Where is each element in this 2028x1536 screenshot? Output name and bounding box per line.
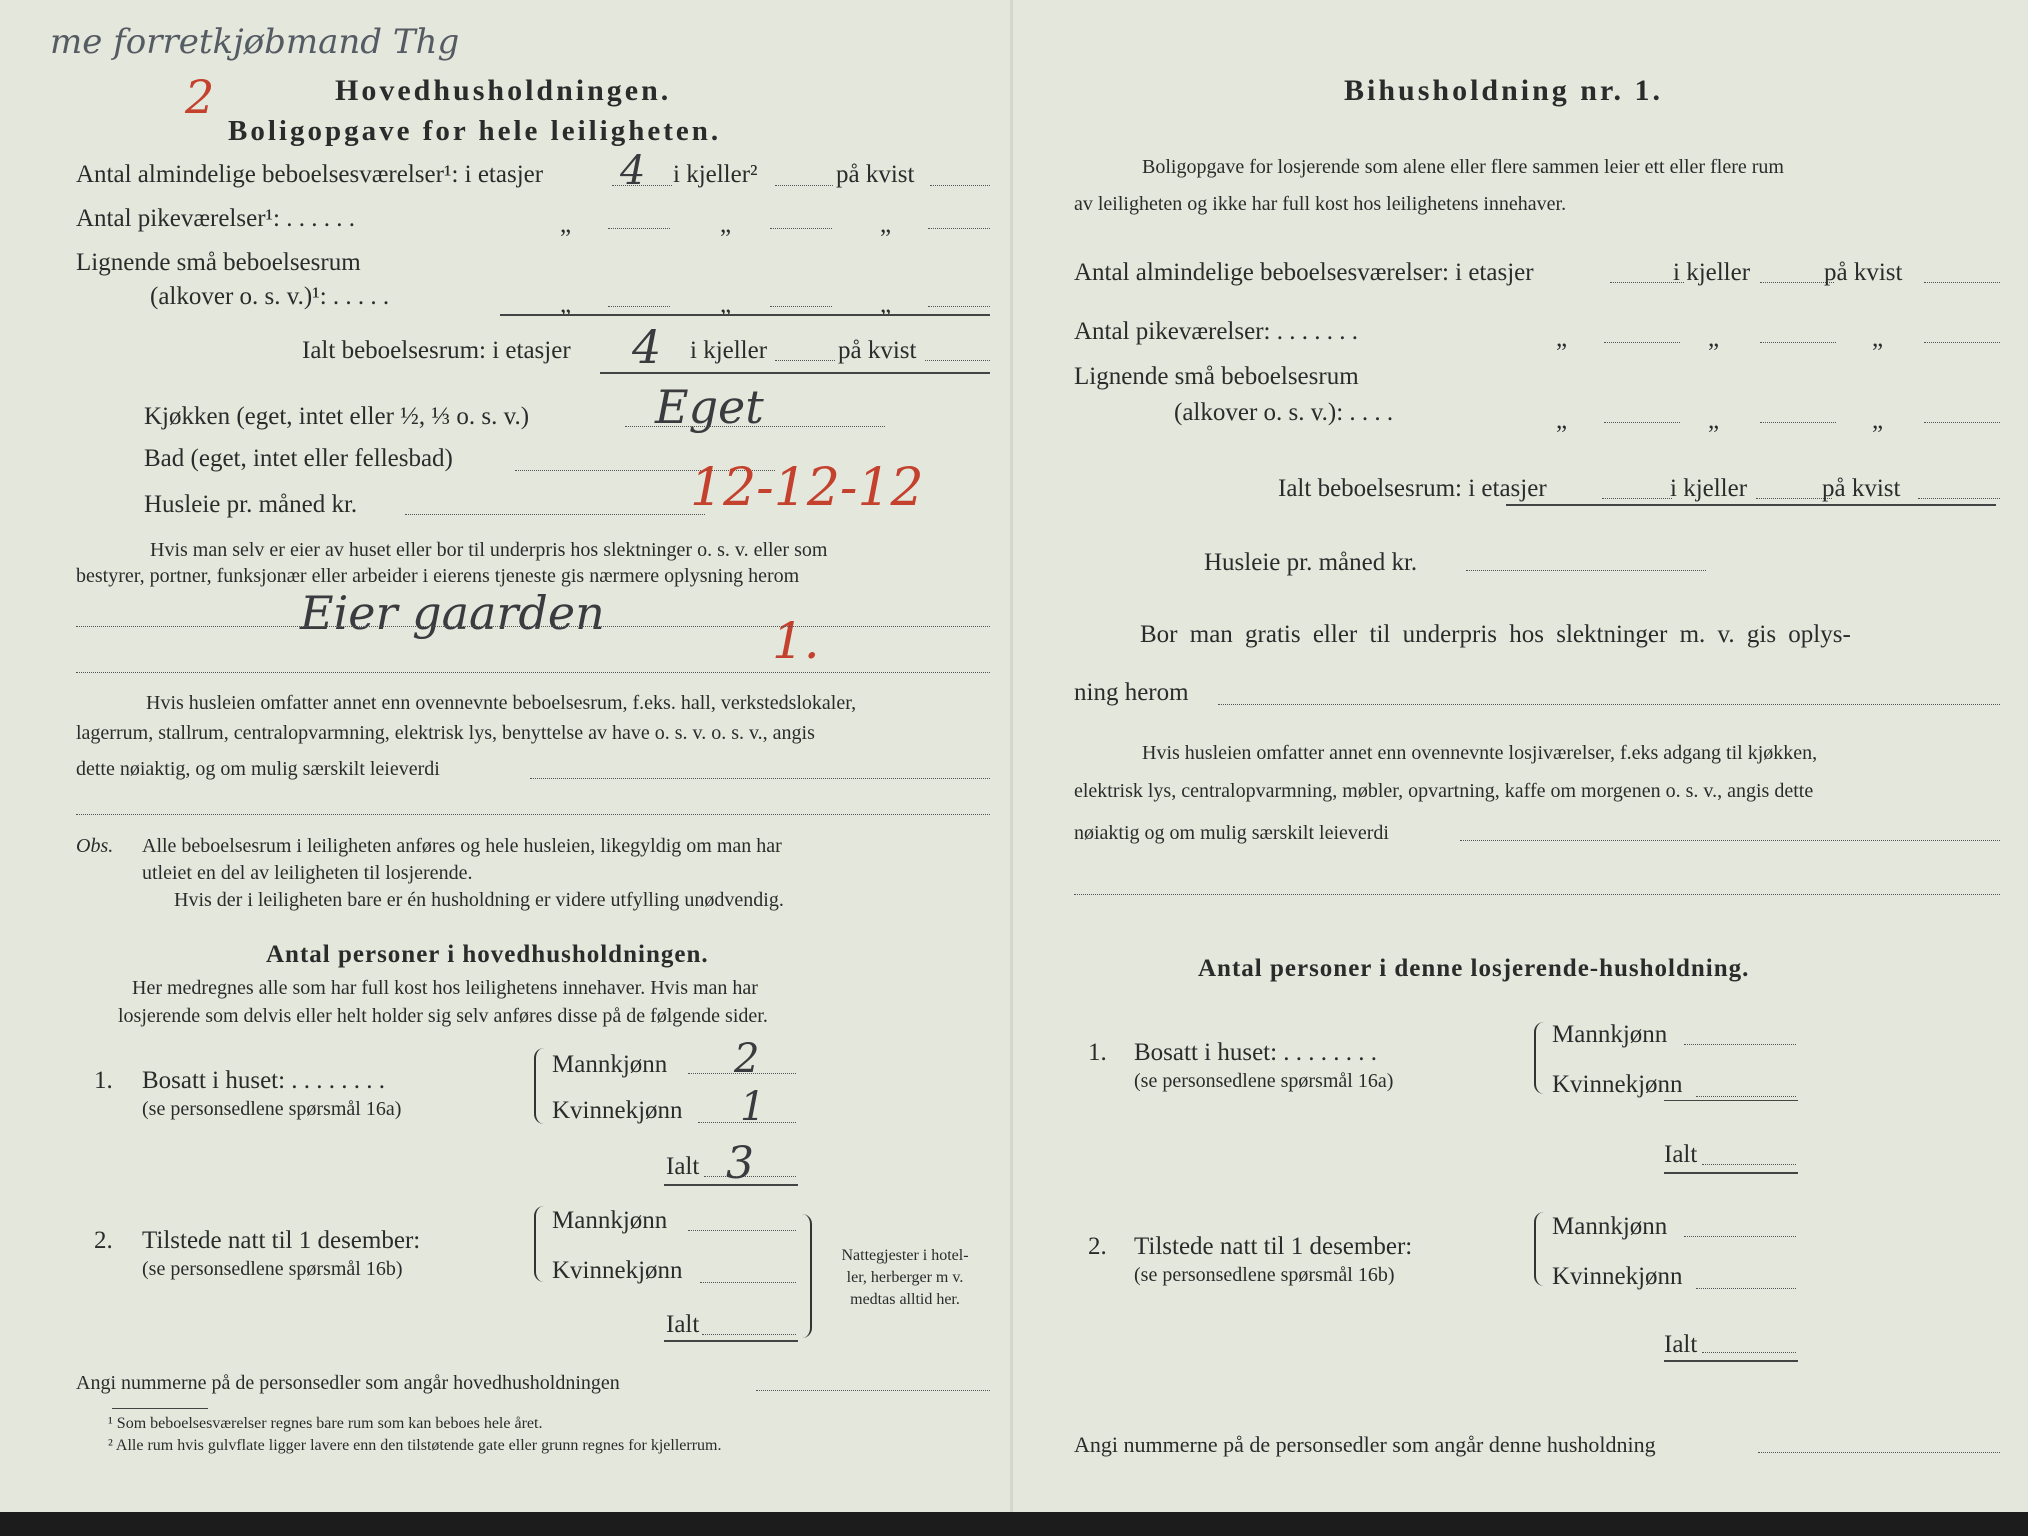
q1-total-label: Ialt — [666, 1153, 700, 1180]
sub-q2-label: Tilstede natt til 1 desember: — [1134, 1233, 1413, 1260]
rent-label: Husleie pr. måned kr. — [144, 491, 358, 518]
q2-female-label: Kvinnekjønn — [552, 1257, 683, 1284]
handwritten-etasjer: 4 — [620, 148, 646, 194]
q2-label: Tilstede natt til 1 desember: — [142, 1227, 421, 1254]
persons-note-1: Her medregnes alle som har full kost hos leilighetens innehaver. Hvis man har — [132, 977, 758, 999]
q2-brace — [534, 1206, 546, 1282]
persons-title: Antal personer i hovedhusholdningen. — [266, 941, 709, 968]
handwritten-page-number: 2 — [185, 70, 215, 124]
q2-number: 2. — [94, 1227, 113, 1254]
rooms-label: Antal almindelige beboelsesværelser¹: i etasjer — [76, 161, 544, 188]
handwritten-kitchen: Eget — [655, 380, 764, 434]
q1-brace — [534, 1048, 546, 1124]
ditto-mark: „ — [1556, 407, 1568, 434]
sub-alcove-label-2: (alkover o. s. v.): . . . . — [1174, 399, 1394, 426]
q1-label: Bosatt i huset: . . . . . . . . — [142, 1067, 386, 1094]
sub-q1-brace — [1534, 1022, 1546, 1094]
kjeller-label: i kjeller² — [673, 161, 758, 188]
sub-total-kvist: på kvist — [1822, 475, 1901, 502]
q1-number: 1. — [94, 1067, 113, 1094]
intro-2: av leiligheten og ikke har full kost hos leilighetens innehaver. — [1074, 193, 1567, 215]
obs-note-3: Hvis der i leiligheten bare er én husholdning er videre utfylling unødvendig. — [174, 889, 784, 911]
q1-sub: (se personsedlene spørsmål 16a) — [142, 1098, 402, 1120]
free-note-2: ning herom — [1074, 679, 1189, 706]
q1-male-label: Mannkjønn — [552, 1051, 668, 1078]
sub-q1-number: 1. — [1088, 1039, 1107, 1066]
sub-title: Bihusholdning nr. 1. — [1344, 74, 1664, 107]
handwritten-total: 3 — [726, 1138, 754, 1189]
ditto-mark: „ — [880, 211, 892, 238]
sub-maid-label: Antal pikeværelser: . . . . . . . — [1074, 318, 1358, 345]
footnote-2: ² Alle rum hvis gulvflate ligger lavere enn den tilstøtende gate eller grunn regnes for kjellerrum. — [108, 1437, 722, 1454]
ditto-mark: „ — [560, 211, 572, 238]
owner-note-2: bestyrer, portner, funksjonær eller arbeider i eierens tjeneste gis nærmere oplysning herom — [76, 565, 800, 587]
guests-note-1: Nattegjester i hotel- — [841, 1247, 969, 1264]
ditto-mark: „ — [560, 291, 572, 318]
sub-total-kjeller: i kjeller — [1670, 475, 1748, 502]
ditto-mark: „ — [1708, 407, 1720, 434]
sub-includes-2: elektrisk lys, centralopvarmning, møbler, opvartning, kaffe om morgenen o. s. v., angis dette — [1074, 780, 1814, 802]
total-kjeller-label: i kjeller — [690, 337, 768, 364]
guests-note-3: medtas alltid her. — [850, 1291, 960, 1308]
handwritten-male: 2 — [734, 1036, 760, 1082]
kvist-label: på kvist — [836, 161, 915, 188]
ditto-mark: „ — [1872, 325, 1884, 352]
handwritten-rent: 12-12-12 — [690, 458, 924, 518]
obs-note-2: utleiet en del av leiligheten til losjerende. — [142, 862, 473, 884]
ditto-mark: „ — [720, 291, 732, 318]
sub-q2-male: Mannkjønn — [1552, 1213, 1668, 1240]
q2-male-label: Mannkjønn — [552, 1207, 668, 1234]
sub-includes-1: Hvis husleien omfatter annet enn ovennevnte losjiværelser, f.eks adgang til kjøkken, — [1142, 742, 1818, 764]
handwritten-female: 1 — [740, 1084, 766, 1130]
sub-q2-number: 2. — [1088, 1233, 1107, 1260]
sub-total-label: Ialt beboelsesrum: i etasjer — [1278, 475, 1547, 502]
sub-rent-label: Husleie pr. måned kr. — [1204, 549, 1418, 576]
sub-alcove-label: Lignende små beboelsesrum — [1074, 363, 1359, 390]
handwritten-top-note: me forretkjøbmand Thg — [50, 22, 460, 62]
handwritten-owner: Eier gaarden — [300, 586, 605, 640]
sub-q1-female: Kvinnekjønn — [1552, 1071, 1683, 1098]
ditto-mark: „ — [720, 211, 732, 238]
footnote-1: ¹ Som beboelsesværelser regnes bare rum som kan beboes hele året. — [108, 1415, 543, 1432]
includes-note-2: lagerrum, stallrum, centralopvarmning, elektrisk lys, benyttelse av have o. s. v. o. s. v., angis — [76, 722, 815, 744]
obs-label: Obs. — [76, 835, 114, 857]
page-title: Hovedhusholdningen. — [335, 74, 672, 107]
alcove-label: Lignende små beboelsesrum — [76, 249, 361, 276]
sub-record-numbers: Angi nummerne på de personsedler som angår denne husholdning — [1074, 1432, 1656, 1457]
alcove-label-2: (alkover o. s. v.)¹: . . . . . — [150, 283, 390, 310]
q2-total-label: Ialt — [666, 1311, 700, 1338]
sub-household-page — [1012, 0, 2028, 1512]
total-kvist-label: på kvist — [838, 337, 917, 364]
handwritten-owner-mark: 1. — [772, 612, 820, 670]
sub-q1-sub: (se personsedlene spørsmål 16a) — [1134, 1070, 1394, 1092]
sub-q2-sub: (se personsedlene spørsmål 16b) — [1134, 1264, 1395, 1286]
q1-female-label: Kvinnekjønn — [552, 1097, 683, 1124]
sub-q2-female: Kvinnekjønn — [1552, 1263, 1683, 1290]
bath-label: Bad (eget, intet eller fellesbad) — [144, 445, 453, 472]
page-subtitle: Boligopgave for hele leiligheten. — [228, 115, 722, 147]
sub-rooms-label: Antal almindelige beboelsesværelser: i etasjer — [1074, 259, 1534, 286]
main-household-page — [0, 0, 1012, 1512]
sub-q2-total: Ialt — [1664, 1331, 1698, 1358]
owner-note-1: Hvis man selv er eier av huset eller bor til underpris hos slektninger o. s. v. eller som — [150, 539, 828, 561]
obs-note-1: Alle beboelsesrum i leiligheten anføres og hele husleien, likegyldig om man har — [142, 835, 782, 857]
maid-rooms-label: Antal pikeværelser¹: . . . . . . — [76, 205, 355, 232]
includes-note-1: Hvis husleien omfatter annet enn ovennevnte beboelsesrum, f.eks. hall, verkstedslokaler, — [146, 692, 857, 714]
sub-q1-total: Ialt — [1664, 1141, 1698, 1168]
sub-kjeller-label: i kjeller — [1673, 259, 1751, 286]
sub-includes-3: nøiaktig og om mulig særskilt leieverdi — [1074, 822, 1389, 844]
sub-q1-male: Mannkjønn — [1552, 1021, 1668, 1048]
sub-q2-brace — [1534, 1212, 1546, 1286]
sub-persons-title: Antal personer i denne losjerende-husholdning. — [1198, 955, 1750, 982]
free-note-1: Bor man gratis eller til underpris hos slektninger m. v. gis oplys- — [1140, 621, 1851, 648]
intro-1: Boligopgave for losjerende som alene eller flere sammen leier ett eller flere rum — [1142, 156, 1784, 178]
includes-note-3: dette nøiaktig, og om mulig særskilt leieverdi — [76, 758, 440, 780]
total-rooms-label: Ialt beboelsesrum: i etasjer — [302, 337, 571, 364]
persons-note-2: losjerende som delvis eller helt holder sig selv anføres disse på de følgende sider. — [118, 1005, 768, 1027]
sub-kvist-label: på kvist — [1824, 259, 1903, 286]
footnote-rule — [112, 1408, 208, 1409]
ditto-mark: „ — [1872, 407, 1884, 434]
handwritten-total-etasjer: 4 — [632, 320, 662, 374]
ditto-mark: „ — [1708, 325, 1720, 352]
ditto-mark: „ — [880, 291, 892, 318]
ditto-mark: „ — [1556, 325, 1568, 352]
sub-q1-label: Bosatt i huset: . . . . . . . . — [1134, 1039, 1378, 1066]
guests-note-2: ler, herberger m v. — [846, 1269, 964, 1286]
kitchen-label: Kjøkken (eget, intet eller ½, ⅓ o. s. v.) — [144, 403, 530, 430]
record-numbers-label: Angi nummerne på de personsedler som angår hovedhusholdningen — [76, 1372, 620, 1394]
q2-sub: (se personsedlene spørsmål 16b) — [142, 1258, 403, 1280]
